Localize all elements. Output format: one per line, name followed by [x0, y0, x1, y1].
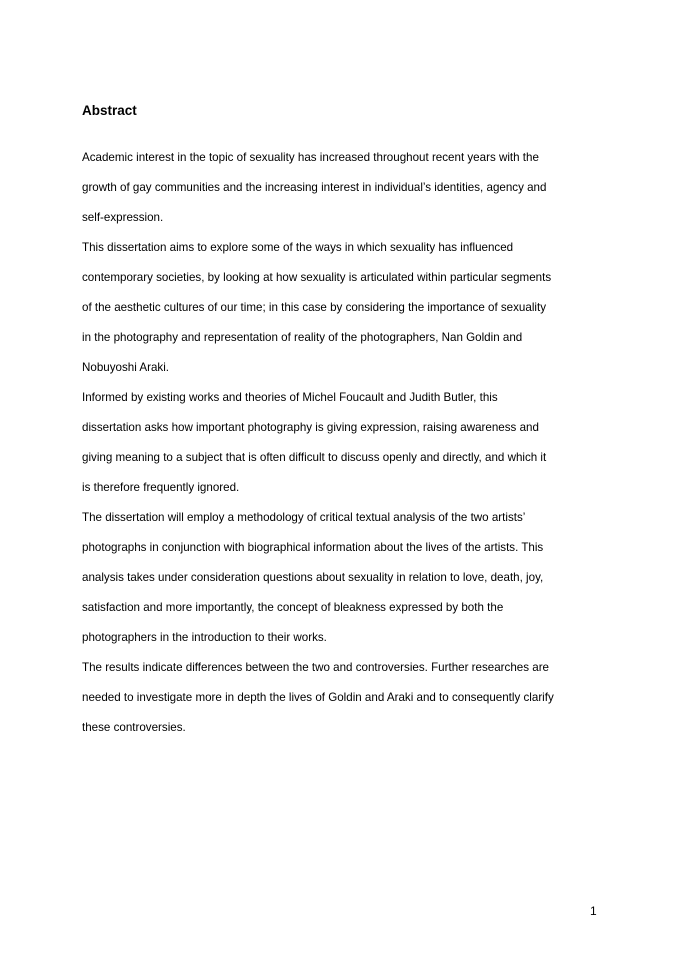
text-line: This dissertation aims to explore some of the ways in which sexuality has influenced [82, 241, 514, 254]
abstract-body [82, 143, 602, 743]
text-line: photographs in conjunction with biographical information about the lives of the artists. This [82, 541, 544, 554]
text-line: of the aesthetic cultures of our time; in this case by considering the importance of sexuality [82, 301, 546, 314]
text-line: analysis takes under consideration questions about sexuality in relation to love, death, joy, [82, 571, 544, 584]
text-line: photographers in the introduction to their works. [82, 631, 327, 644]
text-line: is therefore frequently ignored. [82, 481, 240, 494]
section-heading: Abstract [82, 103, 137, 118]
text-line: self-expression. [82, 211, 164, 224]
text-line: needed to investigate more in depth the lives of Goldin and Araki and to consequently clarify [82, 691, 554, 704]
text-line: contemporary societies, by looking at how sexuality is articulated within particular segments [82, 271, 552, 284]
text-line: satisfaction and more importantly, the concept of bleakness expressed by both the [82, 601, 504, 614]
text-line: dissertation asks how important photography is giving expression, raising awareness and [82, 421, 539, 434]
text-line: Informed by existing works and theories of Michel Foucault and Judith Butler, this [82, 391, 498, 404]
text-line: growth of gay communities and the increasing interest in individual’s identities, agency and [82, 181, 547, 194]
text-line: The results indicate differences between the two and controversies. Further researches are [82, 661, 549, 674]
text-line: these controversies. [82, 721, 186, 734]
text-line: Nobuyoshi Araki. [82, 361, 169, 374]
text-line: in the photography and representation of reality of the photographers, Nan Goldin and [82, 331, 523, 344]
text-line: The dissertation will employ a methodology of critical textual analysis of the two artists’ [82, 511, 526, 524]
page-number: 1 [590, 904, 597, 918]
text-line: giving meaning to a subject that is often difficult to discuss openly and directly, and which it [82, 451, 547, 464]
text-line: Academic interest in the topic of sexuality has increased throughout recent years with the [82, 151, 539, 164]
